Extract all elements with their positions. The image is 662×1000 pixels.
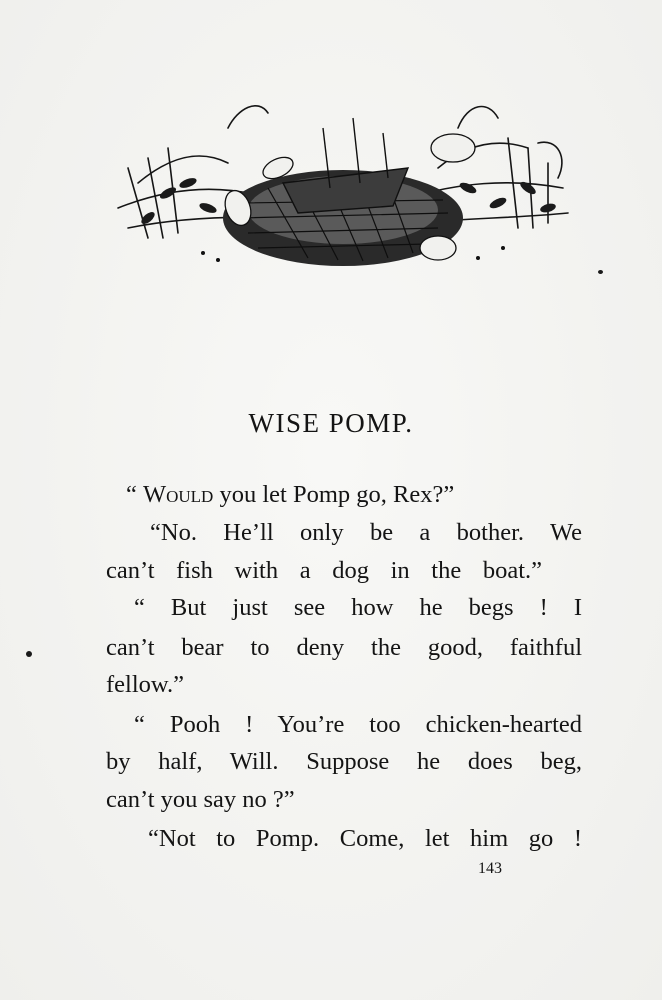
open-quote: “	[126, 481, 143, 508]
text-line-6: fellow.”	[106, 671, 184, 698]
text-line-10: “Not to Pomp. Come, let him go !	[148, 825, 582, 852]
chapter-title: WISE POMP.	[248, 408, 414, 438]
text-line-2: “No. He’ll only be a bother. We	[150, 519, 582, 546]
text-line-3: can’t fish with a dog in the boat.”	[106, 557, 542, 584]
ink-speck	[598, 270, 603, 274]
text-line-1	[126, 476, 454, 514]
text-line-4: “ But just see how he begs ! I	[134, 594, 582, 621]
text-line-9: can’t you say no ?”	[106, 786, 295, 813]
page-number: 143	[478, 860, 502, 877]
text-line-7: “ Pooh ! You’re too chicken-hearted	[134, 711, 582, 738]
small-caps-word: Would	[143, 481, 214, 508]
line-rest: you let Pomp go, Rex?”	[213, 481, 455, 508]
text-line-5: can’t bear to deny the good, faithful	[106, 634, 582, 661]
text-line-8: by half, Will. Suppose he does beg,	[106, 748, 582, 775]
ink-speck	[26, 651, 32, 657]
nest-with-ship-vignette-icon	[108, 88, 578, 288]
